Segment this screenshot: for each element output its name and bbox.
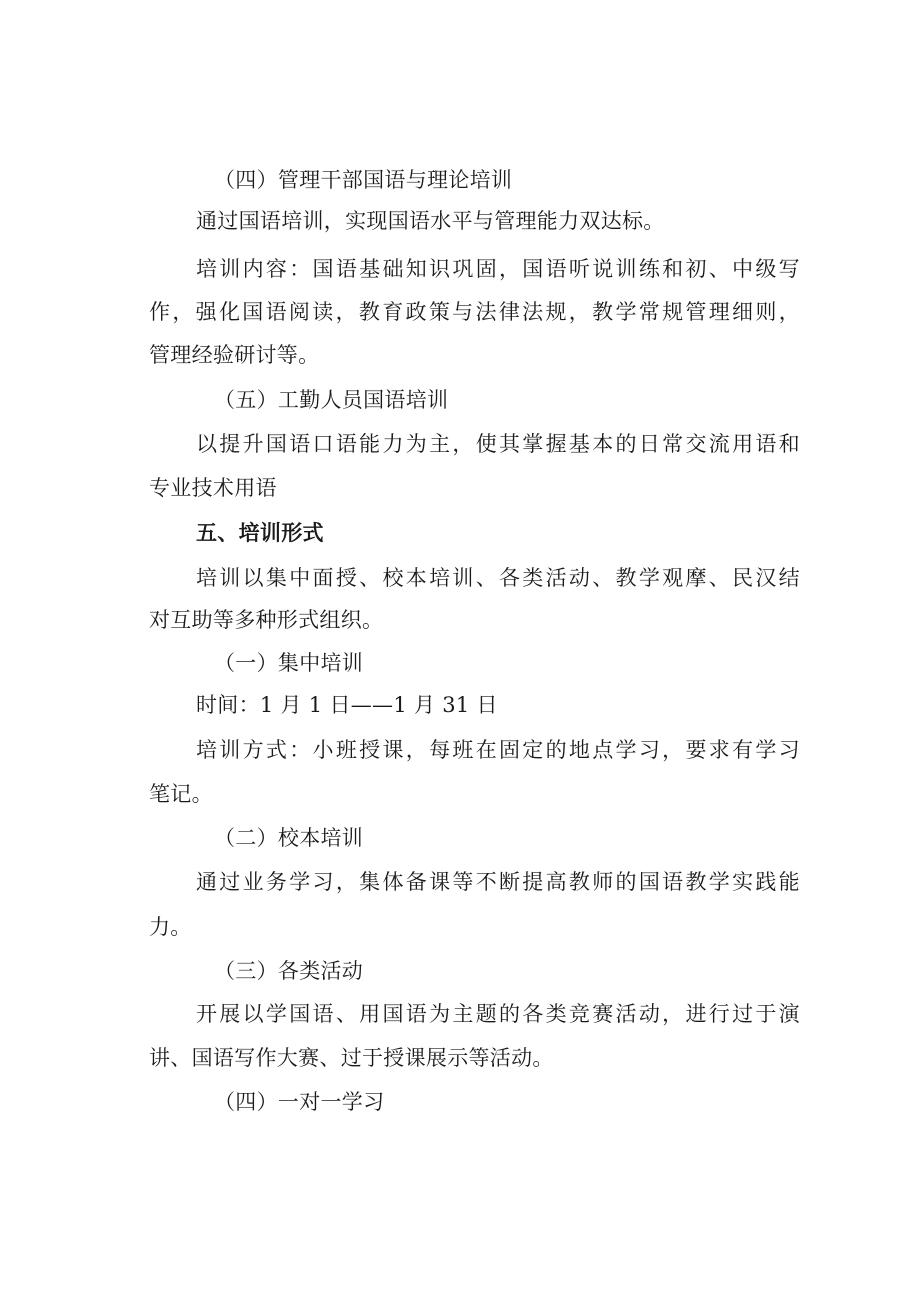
subsection-title-school-training: （二）校本培训 [214,826,364,850]
paragraph-line: 作，强化国语阅读，教育政策与法律法规，教学常规管理细则， [149,300,800,324]
paragraph-line: 培训方式：小班授课，每班在固定的地点学习，要求有学习 [196,738,800,762]
paragraph-line-time: 时间：1 月 1 日——1 月 31 日 [196,693,498,717]
paragraph-line: 力。 [149,915,192,939]
section-title-management-training: （四）管理干部国语与理论培训 [214,168,513,192]
paragraph-line: 以提升国语口语能力为主，使其掌握基本的日常交流用语和 [196,432,800,456]
paragraph-line: 专业技术用语 [149,476,277,500]
paragraph-line: 讲、国语写作大赛、过于授课展示等活动。 [149,1046,554,1070]
paragraph-line: 通过业务学习，集体备课等不断提高教师的国语教学实践能 [196,870,800,894]
section-heading-training-forms: 五、培训形式 [196,521,324,545]
paragraph-line: 开展以学国语、用国语为主题的各类竞赛活动，进行过于演 [196,1002,800,1026]
paragraph-line: 笔记。 [149,782,213,806]
paragraph-line: 对互助等多种形式组织。 [149,608,384,632]
paragraph-line: 通过国语培训，实现国语水平与管理能力双达标。 [196,209,665,233]
paragraph-line: 培训以集中面授、校本培训、各类活动、教学观摩、民汉结 [196,566,800,590]
paragraph-line: 管理经验研讨等。 [149,343,320,367]
section-title-worker-training: （五）工勤人员国语培训 [214,388,449,412]
paragraph-line: 培训内容：国语基础知识巩固，国语听说训练和初、中级写 [196,257,800,281]
subsection-title-one-on-one: （四）一对一学习 [214,1090,385,1114]
subsection-title-centralized-training: （一）集中培训 [214,651,364,675]
subsection-title-activities: （三）各类活动 [214,959,364,983]
